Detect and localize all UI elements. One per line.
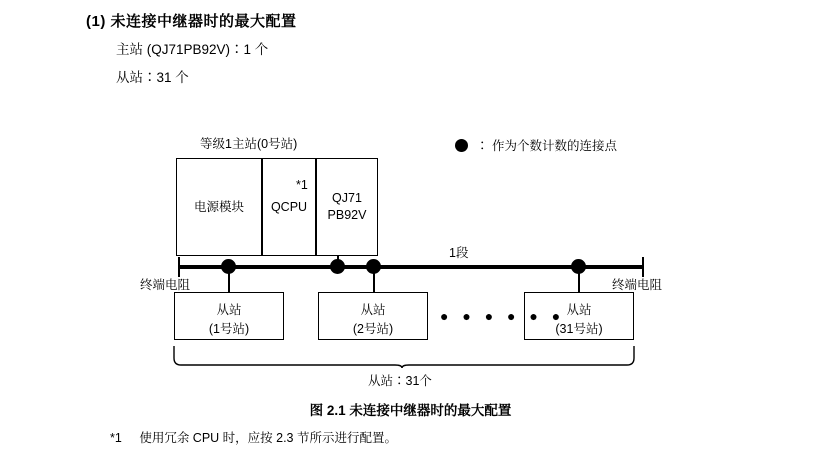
footnote-mark: *1: [110, 431, 122, 445]
terminator-cap-right: [642, 257, 644, 277]
qj71pb92v-box: [316, 158, 378, 256]
connection-node-icon: [330, 259, 345, 274]
figure-caption: 图 2.1 未连接中继器时的最大配置: [309, 403, 512, 418]
slave-station-name: 从站: [360, 303, 386, 317]
connection-node-icon: [571, 259, 586, 274]
slave-count-line: 从站∶31 个: [116, 70, 189, 85]
filled-circle-icon: [455, 139, 468, 152]
footnote-text: 使用冗余 CPU 时，应按 2.3 节所示进行配置。: [139, 431, 397, 445]
power-module-box: 电源模块: [176, 158, 262, 256]
ellipsis-dots: ● ● ● ● ● ●: [440, 308, 566, 324]
legend: [455, 136, 617, 154]
footnote-marker: *1: [296, 178, 308, 192]
connection-node-icon: [366, 259, 381, 274]
slave-station-box: [318, 292, 428, 340]
qj71pb92v-line2: PB92V: [327, 208, 367, 222]
slave-station-number: (1号站): [208, 321, 250, 336]
master-station-caption: 等级1主站(0号站): [200, 137, 298, 151]
slave-total-label: 从站∶31个: [368, 374, 432, 388]
master-count-line: 主站 (QJ71PB92V)∶1 个: [116, 42, 269, 57]
terminator-label-left: 终端电阻: [140, 278, 191, 292]
terminator-label-right: 终端电阻: [612, 278, 663, 292]
slave-station-number: (2号站): [352, 321, 394, 336]
slave-station-box: [174, 292, 284, 340]
connection-node-icon: [221, 259, 236, 274]
slave-station-number: (31号站): [555, 321, 603, 336]
slave-station-name: 从站: [566, 303, 592, 317]
footnote: [110, 428, 397, 446]
qcpu-box: QCPU: [262, 158, 316, 256]
terminator-cap-left: [178, 257, 180, 277]
qj71pb92v-line1: QJ71: [332, 191, 362, 206]
slave-range-brace: [172, 346, 636, 368]
legend-label: ∶ 作为个数计数的连接点: [476, 139, 617, 153]
slave-station-name: 从站: [216, 303, 242, 317]
page-title: (1) 未连接中继器时的最大配置: [86, 13, 297, 30]
segment-label: 1段: [449, 246, 469, 260]
